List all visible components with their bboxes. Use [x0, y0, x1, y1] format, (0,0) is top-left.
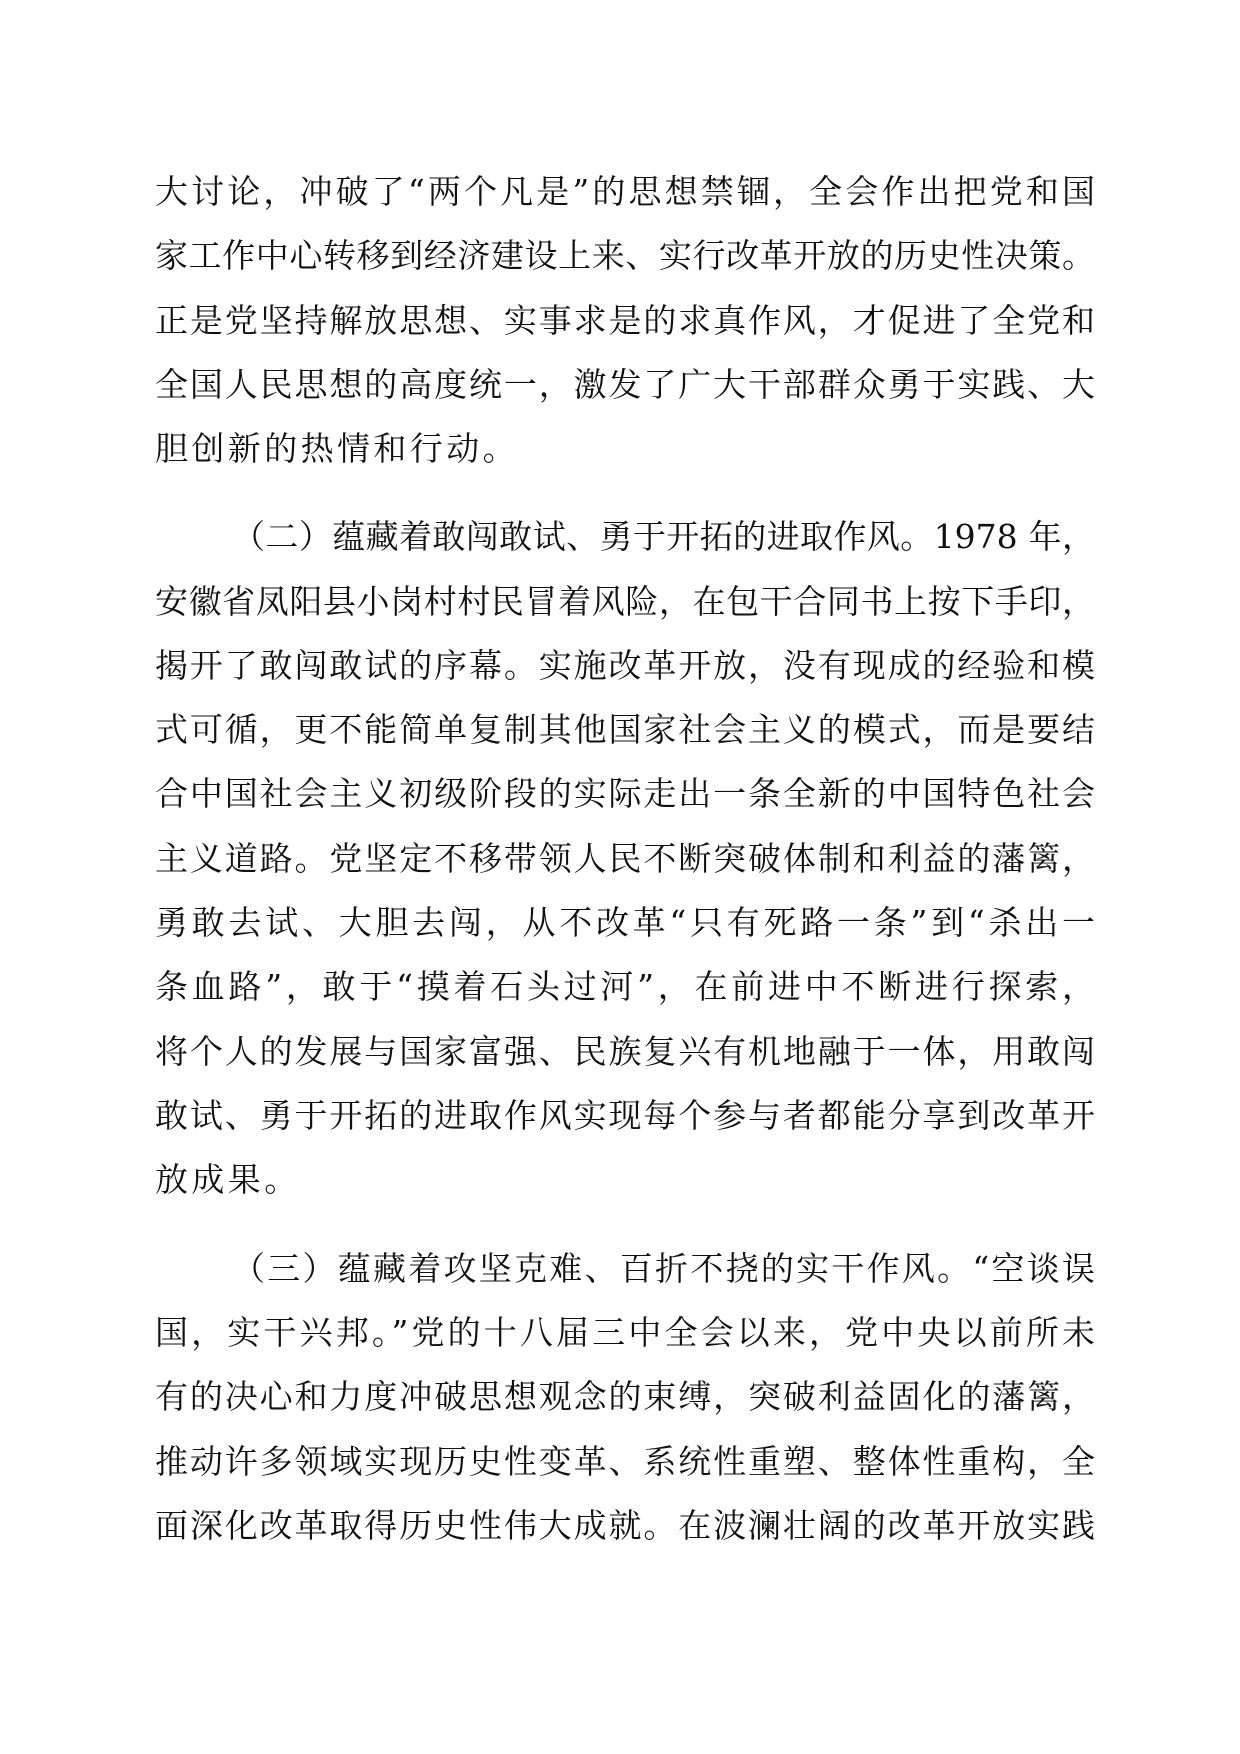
text-line: 安徽省凤阳县小岗村村民冒着风险，在包干合同书上按下手印， — [155, 582, 1095, 621]
text-line: 面深化改革取得历史性伟大成就。在波澜壮阔的改革开放实践 — [155, 1506, 1095, 1545]
text-line: 有的决心和力度冲破思想观念的束缚，突破利益固化的藩篱， — [155, 1377, 1095, 1416]
text-line: 国，实干兴邦。”党的十八届三中全会以来，党中央以前所未 — [155, 1313, 1095, 1352]
text-line: 勇敢去试、大胆去闯，从不改革“只有死路一条”到“杀出一 — [155, 903, 1095, 942]
text-line: 揭开了敢闯敢试的序幕。实施改革开放，没有现成的经验和模 — [155, 646, 1095, 685]
text-line: 全国人民思想的高度统一，激发了广大干部群众勇于实践、大 — [155, 365, 1095, 404]
text-line: 条血路”，敢于“摸着石头过河”，在前进中不断进行探索， — [155, 967, 1095, 1006]
text-line: 正是党坚持解放思想、实事求是的求真作风，才促进了全党和 — [155, 301, 1095, 340]
text-line: 将个人的发展与国家富强、民族复兴有机地融于一体，用敢闯 — [155, 1032, 1095, 1071]
text-line: 大讨论，冲破了“两个凡是”的思想禁锢，全会作出把党和国 — [155, 172, 1095, 211]
text-line: 家工作中心转移到经济建设上来、实行改革开放的历史性决策。 — [155, 236, 1095, 275]
paragraph-heading-line: （三）蕴藏着攻坚克难、百折不挠的实干作风。“空谈误 — [232, 1249, 1095, 1288]
text-line: 推动许多领域实现历史性变革、系统性重塑、整体性重构，全 — [155, 1442, 1095, 1481]
text-line: 合中国社会主义初级阶段的实际走出一条全新的中国特色社会 — [155, 774, 1095, 813]
text-line: 主义道路。党坚定不移带领人民不断突破体制和利益的藩篱， — [155, 839, 1095, 878]
text-line: 敢试、勇于开拓的进取作风实现每个参与者都能分享到改革开 — [155, 1096, 1095, 1135]
text-line: 式可循，更不能简单复制其他国家社会主义的模式，而是要结 — [155, 710, 1095, 749]
text-line: 胆创新的热情和行动。 — [155, 429, 519, 468]
text-line: 放成果。 — [155, 1160, 301, 1199]
paragraph-heading-line: （二）蕴藏着敢闯敢试、勇于开拓的进取作风。1978 年， — [232, 517, 1095, 556]
